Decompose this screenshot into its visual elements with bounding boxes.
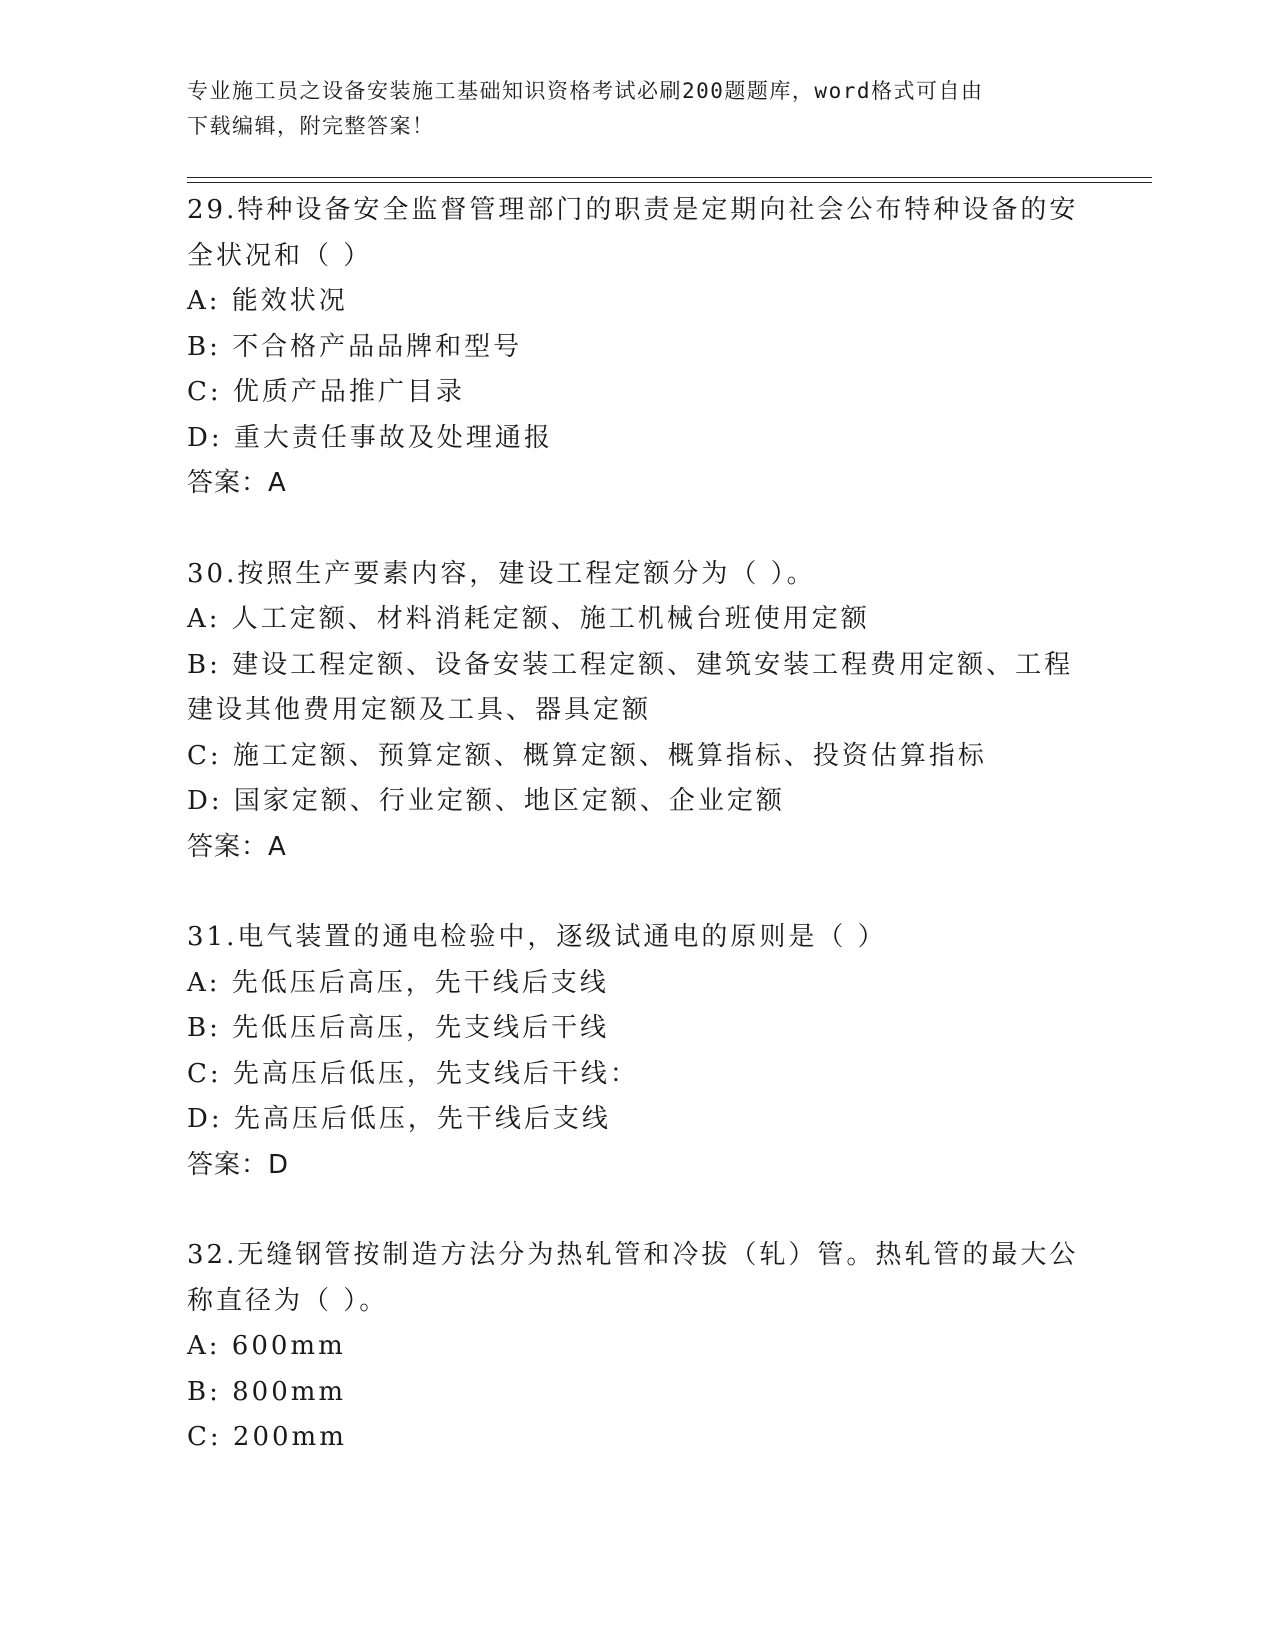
question-stem: 31.电气装置的通电检验中，逐级试通电的原则是（ ） <box>187 922 887 952</box>
option-c: C: 优质产品推广目录 <box>187 377 465 407</box>
option-b: B: 800mm <box>187 1376 347 1407</box>
option-d: D: 先高压后低压，先干线后支线 <box>187 1104 611 1134</box>
question-stem: 32.无缝钢管按制造方法分为热轧管和冷拔（轧）管。热轧管的最大公 <box>187 1240 1079 1270</box>
option-c: C: 施工定额、预算定额、概算定额、概算指标、投资估算指标 <box>187 740 987 771</box>
option-d: D: 重大责任事故及处理通报 <box>187 422 553 453</box>
document-header <box>187 74 1067 144</box>
question-list <box>187 188 1087 1506</box>
question-stem: 30.按照生产要素内容，建设工程定额分为（ ）。 <box>187 558 816 589</box>
option-b-cont: 建设其他费用定额及工具、器具定额 <box>187 695 652 725</box>
option-b: B: 建设工程定额、设备安装工程定额、建筑安装工程费用定额、工程 <box>187 649 1074 680</box>
header-line-2: 下载编辑，附完整答案！ <box>187 114 435 138</box>
question-32 <box>187 1233 1087 1461</box>
header-line-1: 专业施工员之设备安装施工基础知识资格考试必刷200题题库，word格式可自由 <box>187 79 984 103</box>
question-stem: 29.特种设备安全监督管理部门的职责是定期向社会公布特种设备的安 <box>187 195 1079 225</box>
answer-label: 答案：A <box>187 831 287 862</box>
question-30 <box>187 552 1087 871</box>
answer-label: 答案：A <box>187 468 287 498</box>
option-a: A: 先低压后高压，先干线后支线 <box>187 967 609 998</box>
option-c: C: 先高压后低压，先支线后干线： <box>187 1058 639 1089</box>
question-stem-cont: 全状况和（ ） <box>187 240 373 271</box>
option-d: D: 国家定额、行业定额、地区定额、企业定额 <box>187 786 785 816</box>
option-a: A: 人工定额、材料消耗定额、施工机械台班使用定额 <box>187 604 870 634</box>
header-divider-top <box>187 177 1152 178</box>
option-a: A: 600mm <box>187 1331 346 1361</box>
question-29 <box>187 188 1087 507</box>
option-c: C: 200mm <box>187 1422 347 1452</box>
header-divider-bottom <box>187 182 1152 183</box>
question-31 <box>187 915 1087 1188</box>
question-stem-cont: 称直径为（ ）。 <box>187 1285 389 1316</box>
option-b: B: 先低压后高压，先支线后干线 <box>187 1013 610 1043</box>
answer-label: 答案：D <box>187 1149 290 1180</box>
option-a: A: 能效状况 <box>187 286 348 316</box>
option-b: B: 不合格产品品牌和型号 <box>187 331 523 362</box>
